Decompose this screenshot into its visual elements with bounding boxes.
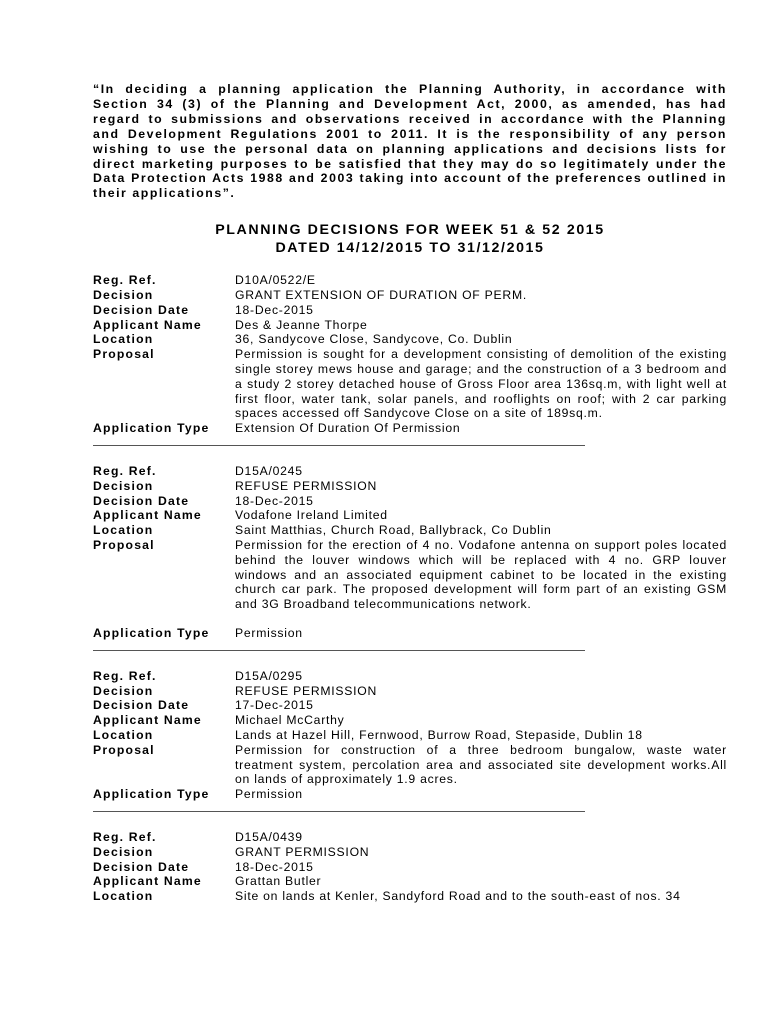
- page-title-line-2: DATED 14/12/2015 TO 31/12/2015: [275, 239, 545, 256]
- proposal-value: Permission is sought for a development consisting of demolition of the existing single storey mews house and garage; and the construction of a 3 bedroom and a study 2 storey detached house of Gross Floor area 136sq.m, with light well at first floor, water tank, solar panels, and rooflights on roof; with 2 car parking spaces accessed off Sandycove Close on a site of 189sq.m.: [235, 347, 727, 421]
- decision-value: GRANT PERMISSION: [235, 844, 370, 859]
- decision-value: REFUSE PERMISSION: [235, 478, 378, 493]
- location-row: [93, 523, 727, 538]
- decision-row: [93, 684, 727, 699]
- decision-record: [93, 273, 727, 446]
- location-row: [93, 332, 727, 347]
- data-protection-disclaimer: “In deciding a planning application the Planning Authority, in accordance with Section 34 (3) of the Planning and Development Act, 2000, as amended, has had regard to submissions and observations received in accordance with the Planning and Development Regulations 2001 to 2011. It is the responsibility of any person wishing to use the personal data on planning applications and decisions lists for direct marketing purposes to be satisfied that they may do so legitimately under the Data Protection Acts 1988 and 2003 taking into account of the preferences outlined in their applications”.: [93, 82, 727, 201]
- reg-ref-row: [93, 830, 727, 845]
- decision-date-row: [93, 494, 727, 509]
- page-title: [93, 222, 727, 257]
- reg-ref-value: D15A/0295: [235, 668, 303, 683]
- decision-value: REFUSE PERMISSION: [235, 683, 378, 698]
- applicant-name-label: Applicant Name: [93, 508, 202, 523]
- location-row: [93, 728, 727, 743]
- decision-date-row: [93, 698, 727, 713]
- decisions-list: [93, 273, 727, 904]
- decision-date-value: 17-Dec-2015: [235, 698, 314, 713]
- proposal-label: Proposal: [93, 538, 155, 552]
- decision-value: GRANT EXTENSION OF DURATION OF PERM.: [235, 288, 527, 303]
- proposal-row: [93, 347, 727, 421]
- decision-date-label: Decision Date: [93, 302, 190, 317]
- record-separator: [93, 445, 585, 446]
- decision-label: Decision: [93, 683, 154, 698]
- reg-ref-label: Reg. Ref.: [93, 464, 157, 479]
- decision-label: Decision: [93, 478, 154, 493]
- application-type-label: Application Type: [93, 625, 210, 640]
- decision-row: [93, 479, 727, 494]
- application-type-label: Application Type: [93, 421, 210, 436]
- decision-row: [93, 845, 727, 860]
- location-label: Location: [93, 332, 154, 347]
- applicant-name-value: Des & Jeanne Thorpe: [235, 317, 368, 332]
- reg-ref-row: [93, 273, 727, 288]
- reg-ref-value: D15A/0245: [235, 464, 303, 479]
- reg-ref-label: Reg. Ref.: [93, 668, 157, 683]
- document-page: [93, 82, 727, 922]
- decision-date-row: [93, 303, 727, 318]
- location-value: 36, Sandycove Close, Sandycove, Co. Dublin: [235, 332, 513, 347]
- applicant-name-value: Michael McCarthy: [235, 713, 345, 728]
- decision-label: Decision: [93, 844, 154, 859]
- decision-record: [93, 669, 727, 812]
- decision-record: [93, 830, 727, 904]
- applicant-name-row: [93, 318, 727, 333]
- decision-date-label: Decision Date: [93, 698, 190, 713]
- application-type-value: Permission: [235, 787, 303, 802]
- decision-label: Decision: [93, 288, 154, 303]
- reg-ref-row: [93, 669, 727, 684]
- decision-date-value: 18-Dec-2015: [235, 302, 314, 317]
- decision-row: [93, 288, 727, 303]
- location-value: Lands at Hazel Hill, Fernwood, Burrow Road, Stepaside, Dublin 18: [235, 727, 643, 742]
- applicant-name-row: [93, 508, 727, 523]
- applicant-name-label: Applicant Name: [93, 874, 202, 889]
- proposal-value: Permission for the erection of 4 no. Vodafone antenna on support poles located behind the louver windows which will be replaced with 4 no. GRP louver windows and an associated equipment cabinet to be located in the existing church car park. The proposed development will form part of an existing GSM and 3G Broadband telecommunications network.: [235, 538, 727, 612]
- location-value: Site on lands at Kenler, Sandyford Road and to the south-east of nos. 34: [235, 889, 681, 904]
- application-type-value: Extension Of Duration Of Permission: [235, 421, 461, 436]
- applicant-name-row: [93, 874, 727, 889]
- reg-ref-label: Reg. Ref.: [93, 829, 157, 844]
- applicant-name-value: Vodafone Ireland Limited: [235, 508, 388, 523]
- decision-date-label: Decision Date: [93, 493, 190, 508]
- application-type-row: [93, 421, 727, 436]
- decision-record: [93, 464, 727, 651]
- applicant-name-row: [93, 713, 727, 728]
- record-separator: [93, 811, 585, 812]
- proposal-row: [93, 538, 727, 612]
- page-title-line-1: PLANNING DECISIONS FOR WEEK 51 & 52 2015: [215, 222, 605, 239]
- decision-date-value: 18-Dec-2015: [235, 493, 314, 508]
- proposal-label: Proposal: [93, 742, 155, 757]
- record-separator: [93, 650, 585, 651]
- location-value: Saint Matthias, Church Road, Ballybrack, Co Dublin: [235, 523, 552, 538]
- applicant-name-label: Applicant Name: [93, 317, 202, 332]
- application-type-label: Application Type: [93, 787, 210, 802]
- location-label: Location: [93, 889, 154, 904]
- application-type-value: Permission: [235, 625, 303, 640]
- proposal-value: Permission for construction of a three bedroom bungalow, waste water treatment system, percolation area and associated site development works.All on lands of approximately 1.9 acres.: [235, 742, 727, 787]
- application-type-row: [93, 787, 727, 802]
- location-label: Location: [93, 727, 154, 742]
- applicant-name-value: Grattan Butler: [235, 874, 322, 889]
- proposal-row: [93, 743, 727, 787]
- location-row: [93, 889, 727, 904]
- application-type-row: [93, 626, 727, 641]
- proposal-label: Proposal: [93, 347, 155, 362]
- decision-date-label: Decision Date: [93, 859, 190, 874]
- location-label: Location: [93, 523, 154, 538]
- decision-date-row: [93, 860, 727, 875]
- reg-ref-value: D10A/0522/E: [235, 273, 316, 288]
- reg-ref-label: Reg. Ref.: [93, 273, 157, 288]
- decision-date-value: 18-Dec-2015: [235, 859, 314, 874]
- reg-ref-row: [93, 464, 727, 479]
- reg-ref-value: D15A/0439: [235, 829, 303, 844]
- applicant-name-label: Applicant Name: [93, 713, 202, 728]
